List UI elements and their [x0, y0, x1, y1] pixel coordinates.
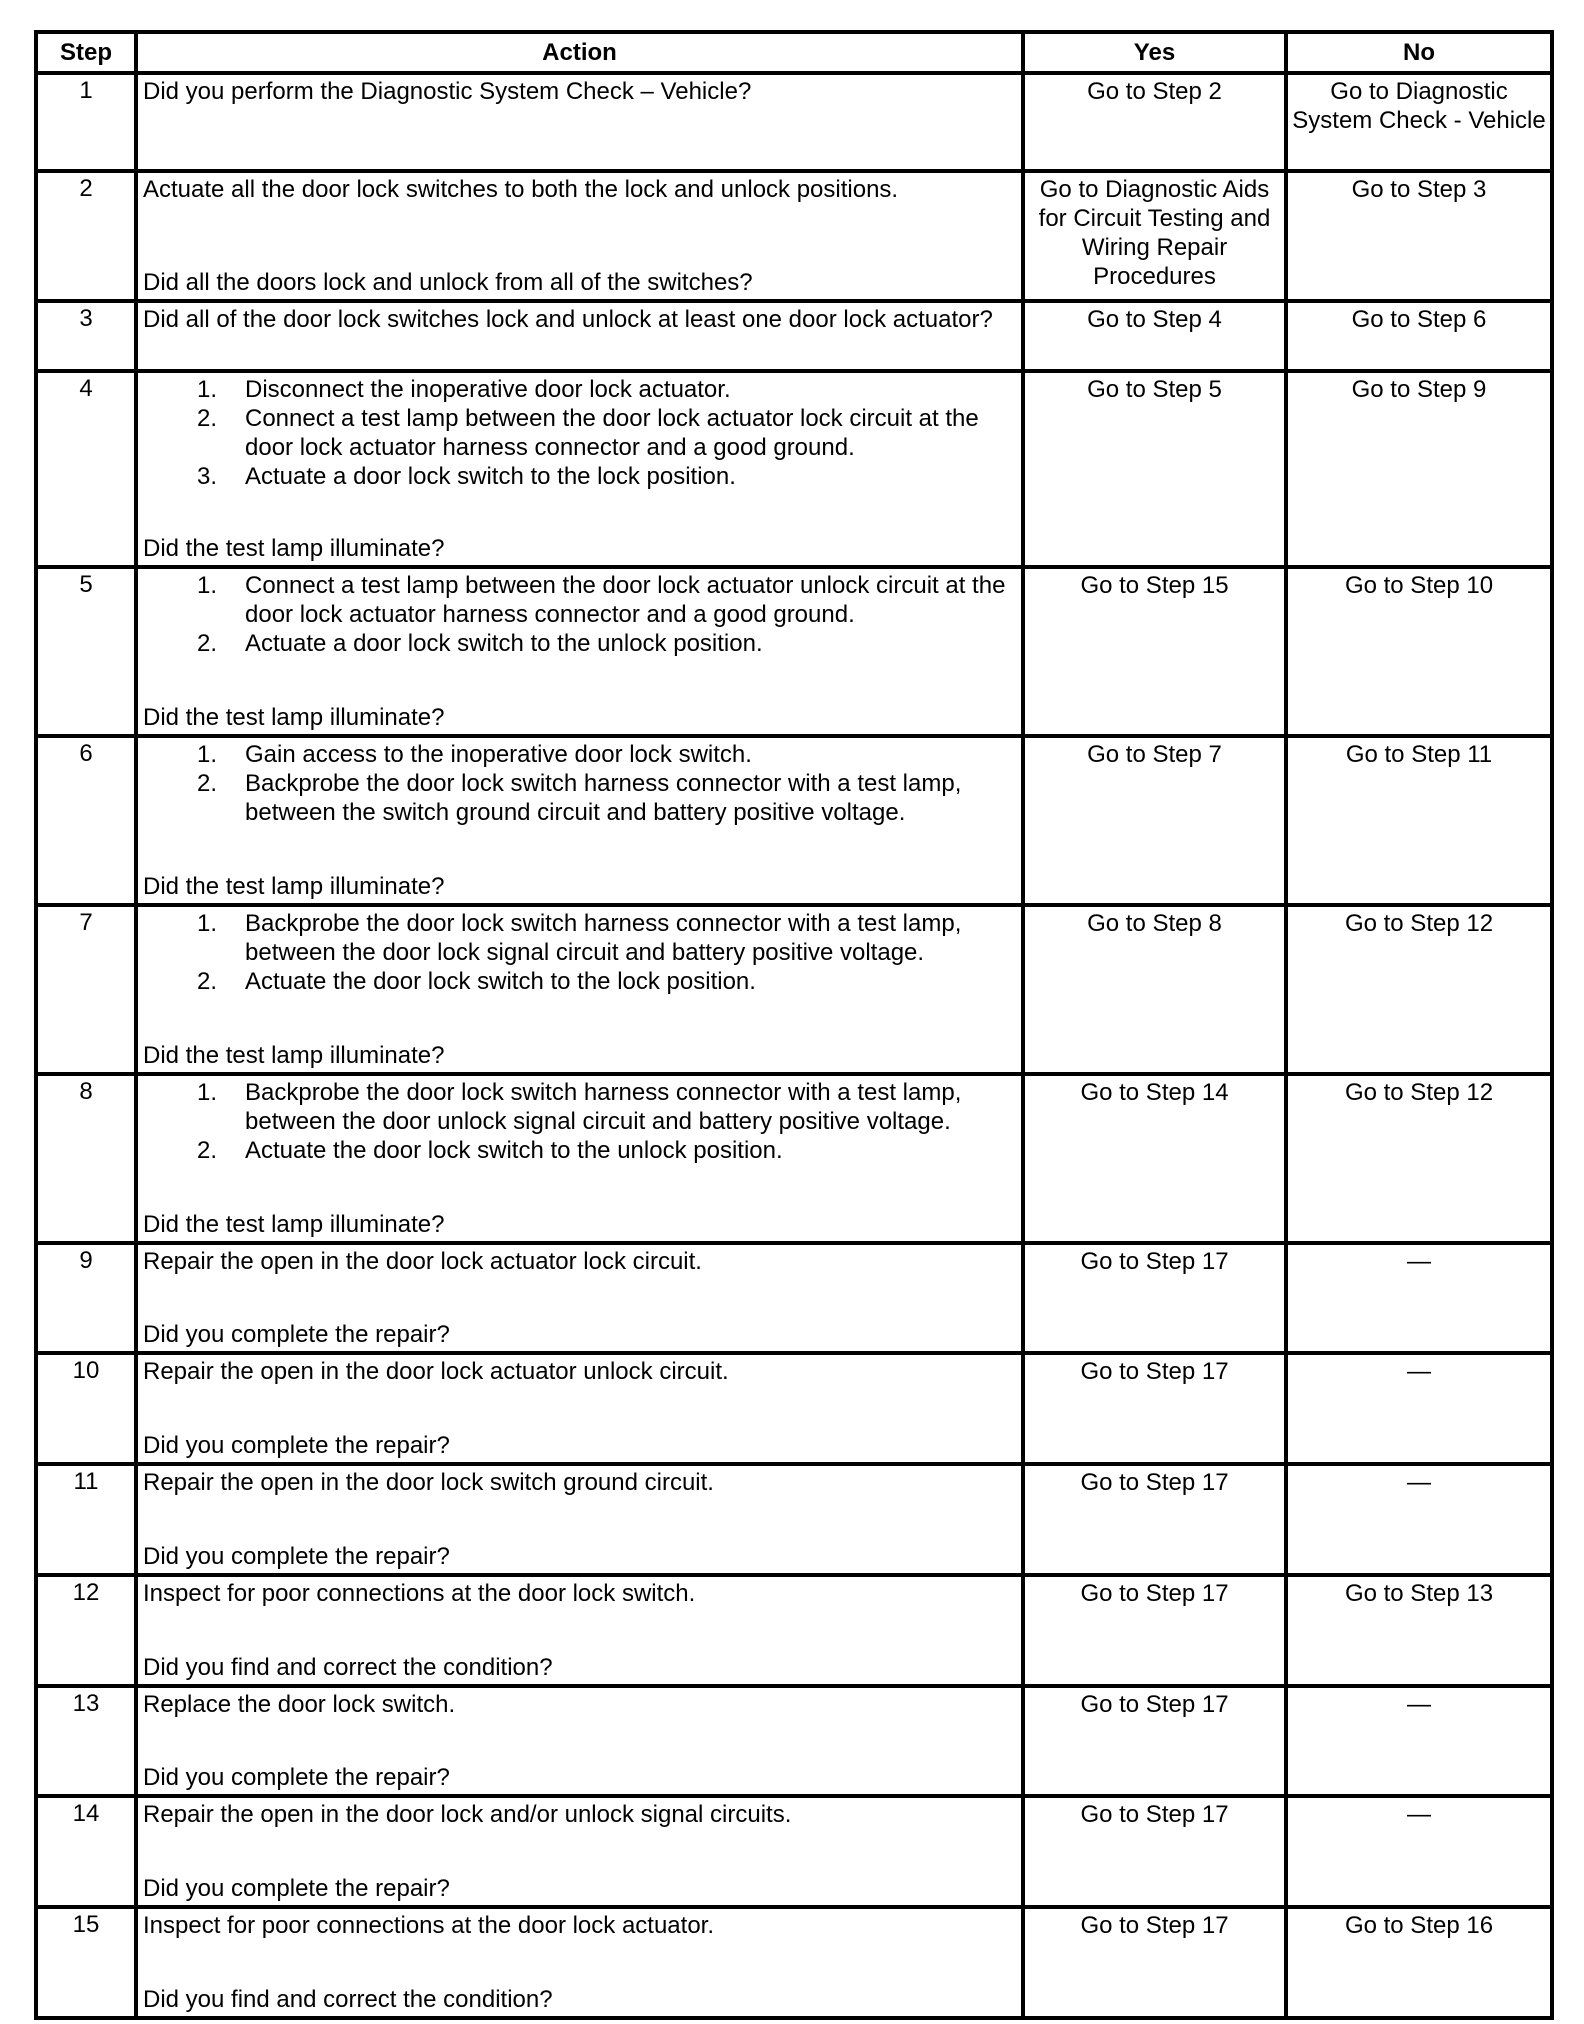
procedure-list: [143, 571, 1015, 658]
procedure-step: [143, 404, 1015, 462]
action-cell: [136, 905, 1023, 1074]
no-result: —: [1286, 1796, 1552, 1907]
procedure-step: [143, 909, 1015, 967]
no-result: —: [1286, 1686, 1552, 1796]
yes-result: Go to Diagnostic Aids for Circuit Testing and Wiring Repair Procedures: [1023, 171, 1286, 301]
no-result: Go to Step 9: [1286, 371, 1552, 567]
action-cell: [136, 567, 1023, 736]
yes-result: Go to Step 17: [1023, 1907, 1286, 2018]
procedure-step: [143, 740, 1015, 769]
step-number: 2: [36, 171, 136, 301]
procedure-step: [143, 967, 1015, 996]
action-cell: [136, 1353, 1023, 1464]
yes-result: Go to Step 17: [1023, 1464, 1286, 1575]
action-text: Repair the open in the door lock actuator unlock circuit.: [143, 1358, 729, 1385]
yes-result: Go to Step 17: [1023, 1353, 1286, 1464]
yes-result: Go to Step 5: [1023, 371, 1286, 567]
yes-result: Go to Step 4: [1023, 301, 1286, 371]
action-text: Repair the open in the door lock and/or unlock signal circuits.: [143, 1801, 792, 1828]
procedure-step-text: Backprobe the door lock switch harness connector with a test lamp, between the door unlock signal circuit and battery positive voltage.: [245, 1079, 962, 1135]
header-no: No: [1286, 32, 1552, 73]
procedure-step: [143, 375, 1015, 404]
yes-result: Go to Step 2: [1023, 73, 1286, 171]
action-cell: [136, 1243, 1023, 1353]
table-row: [36, 905, 1552, 1074]
table-row: [36, 1907, 1552, 2018]
procedure-step-number: 1.: [196, 376, 217, 403]
action-question: Did you find and correct the condition?: [143, 1654, 553, 1681]
procedure-step: [143, 571, 1015, 629]
procedure-step: [143, 1136, 1015, 1165]
action-question: Did the test lamp illuminate?: [143, 1211, 445, 1238]
yes-result: Go to Step 15: [1023, 567, 1286, 736]
procedure-step: [143, 462, 1015, 491]
step-number: 13: [36, 1686, 136, 1796]
step-number: 15: [36, 1907, 136, 2018]
action-question: Did the test lamp illuminate?: [143, 535, 445, 562]
table-row: [36, 1686, 1552, 1796]
action-cell: [136, 1796, 1023, 1907]
action-question: Did you find and correct the condition?: [143, 1986, 553, 2013]
step-number: 11: [36, 1464, 136, 1575]
action-question: Did the test lamp illuminate?: [143, 873, 445, 900]
action-cell: [136, 1686, 1023, 1796]
procedure-step-text: Actuate a door lock switch to the lock position.: [245, 463, 736, 490]
action-question: Did the test lamp illuminate?: [143, 1042, 445, 1069]
procedure-step-text: Connect a test lamp between the door lock actuator lock circuit at the door lock actuator harness connector and a good ground.: [245, 405, 979, 461]
action-text: Repair the open in the door lock switch ground circuit.: [143, 1469, 714, 1496]
action-text: Actuate all the door lock switches to both the lock and unlock positions.: [143, 176, 899, 203]
header-step: Step: [36, 32, 136, 73]
header-action: Action: [136, 32, 1023, 73]
diagnostic-table-page: [34, 30, 1550, 2020]
table-body: [36, 73, 1552, 2018]
procedure-step-text: Actuate the door lock switch to the lock position.: [245, 968, 756, 995]
procedure-step-number: 2.: [196, 405, 217, 432]
header-yes: Yes: [1023, 32, 1286, 73]
action-question: Did you complete the repair?: [143, 1432, 450, 1459]
no-result: —: [1286, 1353, 1552, 1464]
step-number: 12: [36, 1575, 136, 1686]
table-row: [36, 73, 1552, 171]
table-row: [36, 1074, 1552, 1243]
procedure-list: [143, 909, 1015, 996]
procedure-step-number: 2.: [196, 770, 217, 797]
action-cell: [136, 736, 1023, 905]
action-question: Did the test lamp illuminate?: [143, 704, 445, 731]
step-number: 1: [36, 73, 136, 171]
yes-result: Go to Step 7: [1023, 736, 1286, 905]
action-text: Repair the open in the door lock actuator lock circuit.: [143, 1248, 702, 1275]
table-row: [36, 301, 1552, 371]
action-text: Did you perform the Diagnostic System Check – Vehicle?: [143, 78, 752, 105]
procedure-step-text: Actuate the door lock switch to the unlock position.: [245, 1137, 783, 1164]
procedure-step-text: Backprobe the door lock switch harness connector with a test lamp, between the switch ground circuit and battery positive voltage.: [245, 770, 962, 826]
procedure-step-text: Gain access to the inoperative door lock switch.: [245, 741, 752, 768]
action-text: Replace the door lock switch.: [143, 1691, 456, 1718]
action-question: Did all the doors lock and unlock from all of the switches?: [143, 269, 753, 296]
step-number: 10: [36, 1353, 136, 1464]
step-number: 3: [36, 301, 136, 371]
yes-result: Go to Step 14: [1023, 1074, 1286, 1243]
step-number: 9: [36, 1243, 136, 1353]
step-number: 6: [36, 736, 136, 905]
step-number: 8: [36, 1074, 136, 1243]
yes-result: Go to Step 17: [1023, 1243, 1286, 1353]
action-question: Did you complete the repair?: [143, 1764, 450, 1791]
table-row: [36, 736, 1552, 905]
procedure-list: [143, 375, 1015, 491]
procedure-step-number: 1.: [196, 741, 217, 768]
procedure-step-number: 2.: [196, 968, 217, 995]
no-result: Go to Step 12: [1286, 905, 1552, 1074]
action-cell: [136, 1907, 1023, 2018]
action-cell: [136, 1575, 1023, 1686]
action-question: Did you complete the repair?: [143, 1543, 450, 1570]
table-row: [36, 171, 1552, 301]
action-cell: [136, 371, 1023, 567]
procedure-step-text: Disconnect the inoperative door lock actuator.: [245, 376, 731, 403]
no-result: —: [1286, 1243, 1552, 1353]
procedure-step-number: 1.: [196, 572, 217, 599]
no-result: Go to Step 11: [1286, 736, 1552, 905]
action-text: Inspect for poor connections at the door lock switch.: [143, 1580, 696, 1607]
yes-result: Go to Step 17: [1023, 1686, 1286, 1796]
procedure-step-text: Connect a test lamp between the door lock actuator unlock circuit at the door lock actuator harness connector and a good ground.: [245, 572, 1006, 628]
no-result: Go to Diagnostic System Check - Vehicle: [1286, 73, 1552, 171]
action-cell: [136, 1074, 1023, 1243]
yes-result: Go to Step 8: [1023, 905, 1286, 1074]
procedure-step: [143, 769, 1015, 827]
procedure-step-number: 2.: [196, 630, 217, 657]
action-cell: [136, 1464, 1023, 1575]
yes-result: Go to Step 17: [1023, 1575, 1286, 1686]
no-result: —: [1286, 1464, 1552, 1575]
procedure-step-text: Backprobe the door lock switch harness connector with a test lamp, between the door lock signal circuit and battery positive voltage.: [245, 910, 962, 966]
procedure-step-number: 1.: [196, 1079, 217, 1106]
action-question: Did you complete the repair?: [143, 1321, 450, 1348]
step-number: 14: [36, 1796, 136, 1907]
procedure-step-text: Actuate a door lock switch to the unlock position.: [245, 630, 763, 657]
step-number: 4: [36, 371, 136, 567]
procedure-step: [143, 629, 1015, 658]
no-result: Go to Step 10: [1286, 567, 1552, 736]
no-result: Go to Step 12: [1286, 1074, 1552, 1243]
no-result: Go to Step 3: [1286, 171, 1552, 301]
table-row: [36, 567, 1552, 736]
procedure-step-number: 2.: [196, 1137, 217, 1164]
table-header-row: [36, 32, 1552, 73]
action-text: Inspect for poor connections at the door lock actuator.: [143, 1912, 715, 1939]
table-row: [36, 1575, 1552, 1686]
procedure-step-number: 1.: [196, 910, 217, 937]
action-question: Did you complete the repair?: [143, 1875, 450, 1902]
table-row: [36, 1353, 1552, 1464]
action-cell: [136, 171, 1023, 301]
table-row: [36, 1796, 1552, 1907]
procedure-list: [143, 1078, 1015, 1165]
step-number: 7: [36, 905, 136, 1074]
no-result: Go to Step 13: [1286, 1575, 1552, 1686]
action-cell: [136, 73, 1023, 171]
table-row: [36, 1464, 1552, 1575]
table-row: [36, 1243, 1552, 1353]
action-text: Did all of the door lock switches lock and unlock at least one door lock actuator?: [143, 306, 993, 333]
action-cell: [136, 301, 1023, 371]
procedure-step-number: 3.: [196, 463, 217, 490]
procedure-list: [143, 740, 1015, 827]
procedure-step: [143, 1078, 1015, 1136]
no-result: Go to Step 6: [1286, 301, 1552, 371]
diagnostic-table: [34, 30, 1554, 2020]
step-number: 5: [36, 567, 136, 736]
table-row: [36, 371, 1552, 567]
no-result: Go to Step 16: [1286, 1907, 1552, 2018]
yes-result: Go to Step 17: [1023, 1796, 1286, 1907]
